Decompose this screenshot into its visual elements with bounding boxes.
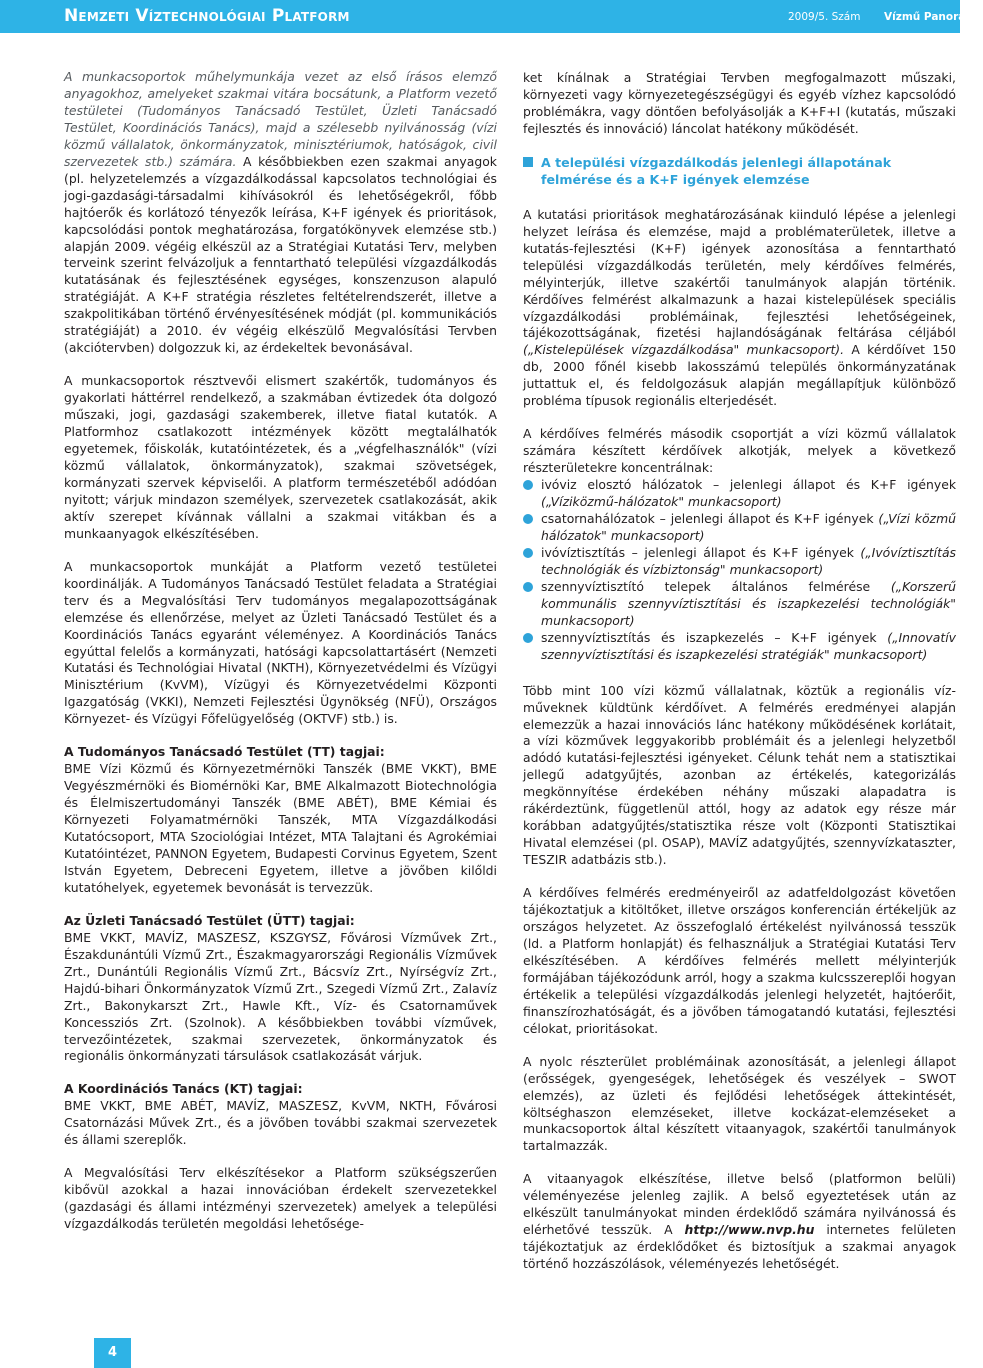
results-paragraph: A kérdőíves felmérés eredményeiről az adatfeldolgozást követően tájékoztatjuk a kitöltőket, illetve országos konferencián értékeljük az országos helyzetet. Az összefoglaló értékelést nyilvánossá tesszük (ld. a Platform honlapját) és felhasználjuk a Stratégiai Kutatási Terv elkészítésében. A kérdőíves felmérés mellett mélyinterjúk formájában tájékozódunk arról, hogy a szakma kulcsszereplői hogyan értékelik a települési vízgazdálkodás jelenlegi helyzetét, hajtóerőit, finanszírozhatóságát, és a jövőben támogatandó kutatási, fejlesztési célokat, prioritásokat. <box>523 885 956 1036</box>
bullet-icon <box>523 514 533 524</box>
page-number: 4 <box>94 1338 131 1368</box>
tt-members: BME Vízi Közmű és Környezetmérnöki Tanszék (BME VKKT), BME Vegyészmérnöki és Biomérnöki Kar, BME Alkalmazott Biotechnológia és Élelmiszertudományi Tanszék (BME ABÉT), BME Kémiai és Környezeti Folyamatmérnöki Tanszék, MTA Vízgazdálkodási Kutatócsoport, MTA Szociológiai Intézet, MTA Talajtani és Agrokémiai Kutatóintézet, PANNON Egyetem, Budapesti Corvinus Egyetem, Szent István Egyetem, Debreceni Egyetem, illetve a jövőben kilőldi kutatóhelyek, egyetemek bevonását is tervezzük. <box>64 761 497 895</box>
closing-paragraph: A Megvalósítási Terv elkészítésekor a Platform szükségszerűen kibővül azokkal a hazai innovációban érdekelt szervezetekkel (gazdasági és állami intézményi szervezetek) amelyek a települési vízgazdálkodás területén megoldási lehetősége- <box>64 1165 497 1232</box>
utt-title: Az Üzleti Tanácsadó Testület (ÜTT) tagjai: <box>64 912 355 928</box>
list-item: csatornahálózatok – jelenlegi állapot és K+F igények („Vízi közmű hálózatok" munkacsoport) <box>523 511 956 545</box>
issue-number: 2009/5. Szám <box>788 11 861 23</box>
bullet-icon <box>523 548 533 558</box>
participants-paragraph: A munkacsoportok résztvevői elismert szakértők, tudományos és gyakorlati háttérrel rendelkező, a szakmában évtizedek óta dolgozó műszaki, jogi, gazdasági szakemberek, illetve fiatal kutatók. A Platformhoz csatlakozott intézmények között megtalálhatók egyetemek, főiskolák, kutatóintézetek, és a „végfelhasználók" (vízi közmű vállalatok, önkormányzatok), szakmai szövetségek, kormányzati szervek képviselői. A platform természetéből adódóan nyitott; várjuk mindazon személyek, szervezetek csatlakozását, akik aktív szerepet kívánnak vállalni a szakmai vitákban és a munkaanyagok elkészítésében. <box>64 373 497 541</box>
research-text-2: A kérdőívet 150 db, 2000 főnél kisebb lakosszámú település önkormányzatának juttattuk el, és feldolgozásuk alapján megállapítjuk különböző probléma típusok regionális elterjedését. <box>523 342 956 409</box>
tt-title: A Tudományos Tanácsadó Testület (TT) tagjai: <box>64 744 385 760</box>
bullet-icon <box>523 480 533 490</box>
research-text: A kutatási prioritások meghatározásának kiinduló lépése a jelenlegi helyzet leírása és elemzése, majd a problématerületek, illetve a kutatás-fejlesztési (K+F) igények azonosítása a fenntartható települési vízgazdálkodás területén, mely kérdőíves felmérés, mélyinterjúk, illetve szakértői tanulmányok alapján történik. Kérdőíves felmérést alkalmazunk a hazai kistelepülések speciális vízgazdálkodási problémáinak, fejlesztési lehetőségeinek, tájékozottságának, fizetési hajlandóságának feltárása céljából <box>523 206 956 341</box>
bullet-icon <box>523 582 533 592</box>
list-item: szennyvíztisztító telepek általános felmérése („Korszerű kommunális szennyvíztisztítási és iszapkezelési technológiák" munkacsoport) <box>523 579 956 630</box>
right-column <box>523 70 956 1273</box>
section-name: Vízmű Panoráma <box>884 11 983 23</box>
website-link[interactable]: http://www.nvp.hu <box>684 1222 815 1238</box>
header-bar <box>0 0 983 33</box>
research-italic: („Kistelepülések vízgazdálkodása" munkacsoport). <box>523 342 845 358</box>
kt-members-block <box>64 1081 497 1149</box>
utilities-paragraph: Több mint 100 vízi közmű vállalatnak, köztük a regionális vízműveknek küldtünk kérdőívet. A felmérés eredményei alapján elemezzük a hazai innovációs lánc hatékony működésének korlátait, a vízi közművek leggyakoribb problémáit és a jelenlegi helyzetből adódó kutatási-fejlesztési igényeket. Célunk tehát nem a statisztikai jellegű adatgyűjtés, azonban az értékelés, kategorizálás megkönnyítése érdekében néhány műszaki alapadatra is rákérdeztünk, függetlenül attól, hogy az adatok egy része már korábban adatgyűjtés/statisztika része volt (Központi Statisztikai Hivatal elemzései (pl. OSAP), MAVÍZ adatgyűjtés, szennyvízkataszter, TESZIR adatbázis stb.). <box>523 682 956 868</box>
continuation-paragraph: ket kínálnak a Stratégiai Tervben megfogalmazott műszaki, környezeti vagy környezetegészségügyi és egyéb vízhez kapcsolódó problémákra, vagy döntően befolyásolják a K+F+I (kutatás, műszaki fejlesztés és innováció) láncolat hatékony működését. <box>523 70 956 136</box>
intro-paragraph <box>64 69 497 357</box>
intro-text: A későbbiekben ezen szakmai anyagok (pl. helyzetelemzés a vízgazdálkodással kapcsolatos technológiai és jogi-gazdasági-társadalmi kihívásokról és lehetőségekről, főbb hajtóerők és korlátozó tényezők leírása, K+F igények és prioritások, kapcsolódási pontok meghatározása, forgatókönyvek elemzése stb.) alapján 2009. végéig elkészül az a Stratégiai Kutatási Terv, melyben terveink szerint felvázoljuk a fenntartható települési vízgazdálkodás kutatásának és fejlesztésének egységes, konszenzuson alapuló stratégiáját. A K+F stratégia részletes feltételrendszerét, illetve a szakpolitikában történő érvényesítésének módját (pl. kommunikációs stratégiáját) a 2010. év végéig elkészülő Megvalósítási Tervben (akciótervben) dolgozzuk ki, az érdekeltek bevonásával. <box>64 153 497 356</box>
left-column <box>64 69 497 1233</box>
tt-members-block <box>64 744 497 897</box>
kt-title: A Koordinációs Tanács (KT) tagjai: <box>64 1081 303 1097</box>
list-item: ivóviz elosztó hálózatok – jelenlegi állapot és K+F igények („Víziközmű-hálózatok" munkacsoport) <box>523 477 956 511</box>
publication-title: Nemzeti Víztechnológiai Platform <box>64 6 350 26</box>
publication-paragraph <box>523 1171 956 1273</box>
utt-members: BME VKKT, MAVÍZ, MASZESZ, KSZGYSZ, Fővárosi Vízművek Zrt., Északdunántúli Vízmű Zrt., Északmagyarországi Regionális Vízművek Zrt., Dunántúli Regionális Vízmű Zrt., Bácsvíz Zrt., Nyírségvíz Zrt., Hajdú-bihari Önkormányzatok Vízmű Zrt., Szegedi Vízmű Zrt., Zalavíz Zrt., Bakonykarszt Zrt., Hawle Kft., Víz- és Csatornaművek Koncessziós Zrt. (Szolnok). A későbbiekben további vízművek, tervezőintézetek, szakmai szervezetek, önkormányzatok és regionális önkormányzati társulások csatlakozását várjuk. <box>64 929 497 1064</box>
questionnaire-paragraph: A kérdőíves felmérés második csoportját a vízi közmű vállalatok számára készített kérdőívek alkotják, melyek a következő részterületekre koncentrálnak: <box>523 426 956 476</box>
coordination-paragraph: A munkacsoportok munkáját a Platform vezető testületei koordinálják. A Tudományos Tanácsadó Testület feladata a Stratégiai terv és a Megvalósítási Terv tudományos megalapozottságának elemzése és ellenőrzése, melyet az Üzleti Tanácsadó Testület és a Koordinációs Tanács egyaránt véleményez. A Koordinációs Tanács egyúttal felelős a kormányzati, hatósági kapcsolattartásért (Nemzeti Kutatási és Technológiai Hivatal (NKTH), Környezetvédelmi és Vízügyi Minisztérium (KvVM), Vízügyi és Környezetvédelmi Központi Igazgatóság (VKKI), Nemzeti Fejlesztési Ügynökség (NFÜ), Országos Környezet- és Vízügyi Főfelügyelőség (OKTVF) stb.) is. <box>64 558 497 727</box>
kt-members: BME VKKT, BME ABÉT, MAVÍZ, MASZESZ, KvVM, NKTH, Fővárosi Csatornázási Művek Zrt., és a jövőben további szakmai szervezetek és állami szereplők. <box>64 1098 497 1148</box>
swot-paragraph: A nyolc részterület problémáinak azonosítását, a jelenlegi állapot (erősségek, gyengeségek, lehetőségek és veszélyek – SWOT elemzés), az üzleti és fejlődési lehetőségek áttekintését, költséghaszon elemzéseket, illetve kockázat-elemzéseket a munkacsoportok által készített vitaanyagok, szakértői tanulmányok tartalmazzák. <box>523 1053 956 1154</box>
section-heading-text: A települési vízgazdálkodás jelenlegi állapotának felmérése és a K+F igények elemzése <box>541 154 892 187</box>
intro-text-italic: A munkacsoportok műhelymunkája vezet az első írásos elemző anyagokhoz, amelyeket szakmai vitára bocsátunk, a Platform vezető testületei (Tudományos Tanácsadó Testület, Üzleti Tanácsadó Testület, Koordinációs Tanács), majd a szélesebb nyilvánosság (vízi közmű vállalatok, önkormányzatok, minisztériumok, hatóságok, civil szervezetek stb.) számára. <box>64 69 497 169</box>
bullet-icon <box>523 633 533 643</box>
list-item: szennyvíztisztítás és iszapkezelés – K+F igények („Innovatív szennyvíztisztítási és iszapkezelési stratégiák" munkacsoport) <box>523 630 956 664</box>
list-item: ivóvíztisztítás – jelenlegi állapot és K+F igények („Ivóvíztisztítás technológiák és vízbiztonság" munkacsoport) <box>523 545 956 579</box>
publication-text: A vitaanyagok elkészítése, illetve belső (platformon belüli) véleményezése jelenleg zajlik. A belső egyeztetések után az elkészült tanulmányokat minden érdeklődő számára nyilvánossá és elérhetővé tesszük. A <box>523 1171 956 1238</box>
section-heading <box>523 154 956 188</box>
utt-members-block <box>64 913 497 1066</box>
square-bullet-icon <box>523 157 533 167</box>
topics-list <box>523 477 956 663</box>
publication-text-2: internetes felületen tájékoztatjuk az érdeklődőket és biztosítjuk a szakmai anyagok történő hozzászólások, véleményezés lehetőségét. <box>523 1222 956 1272</box>
research-priorities-paragraph <box>523 207 956 410</box>
